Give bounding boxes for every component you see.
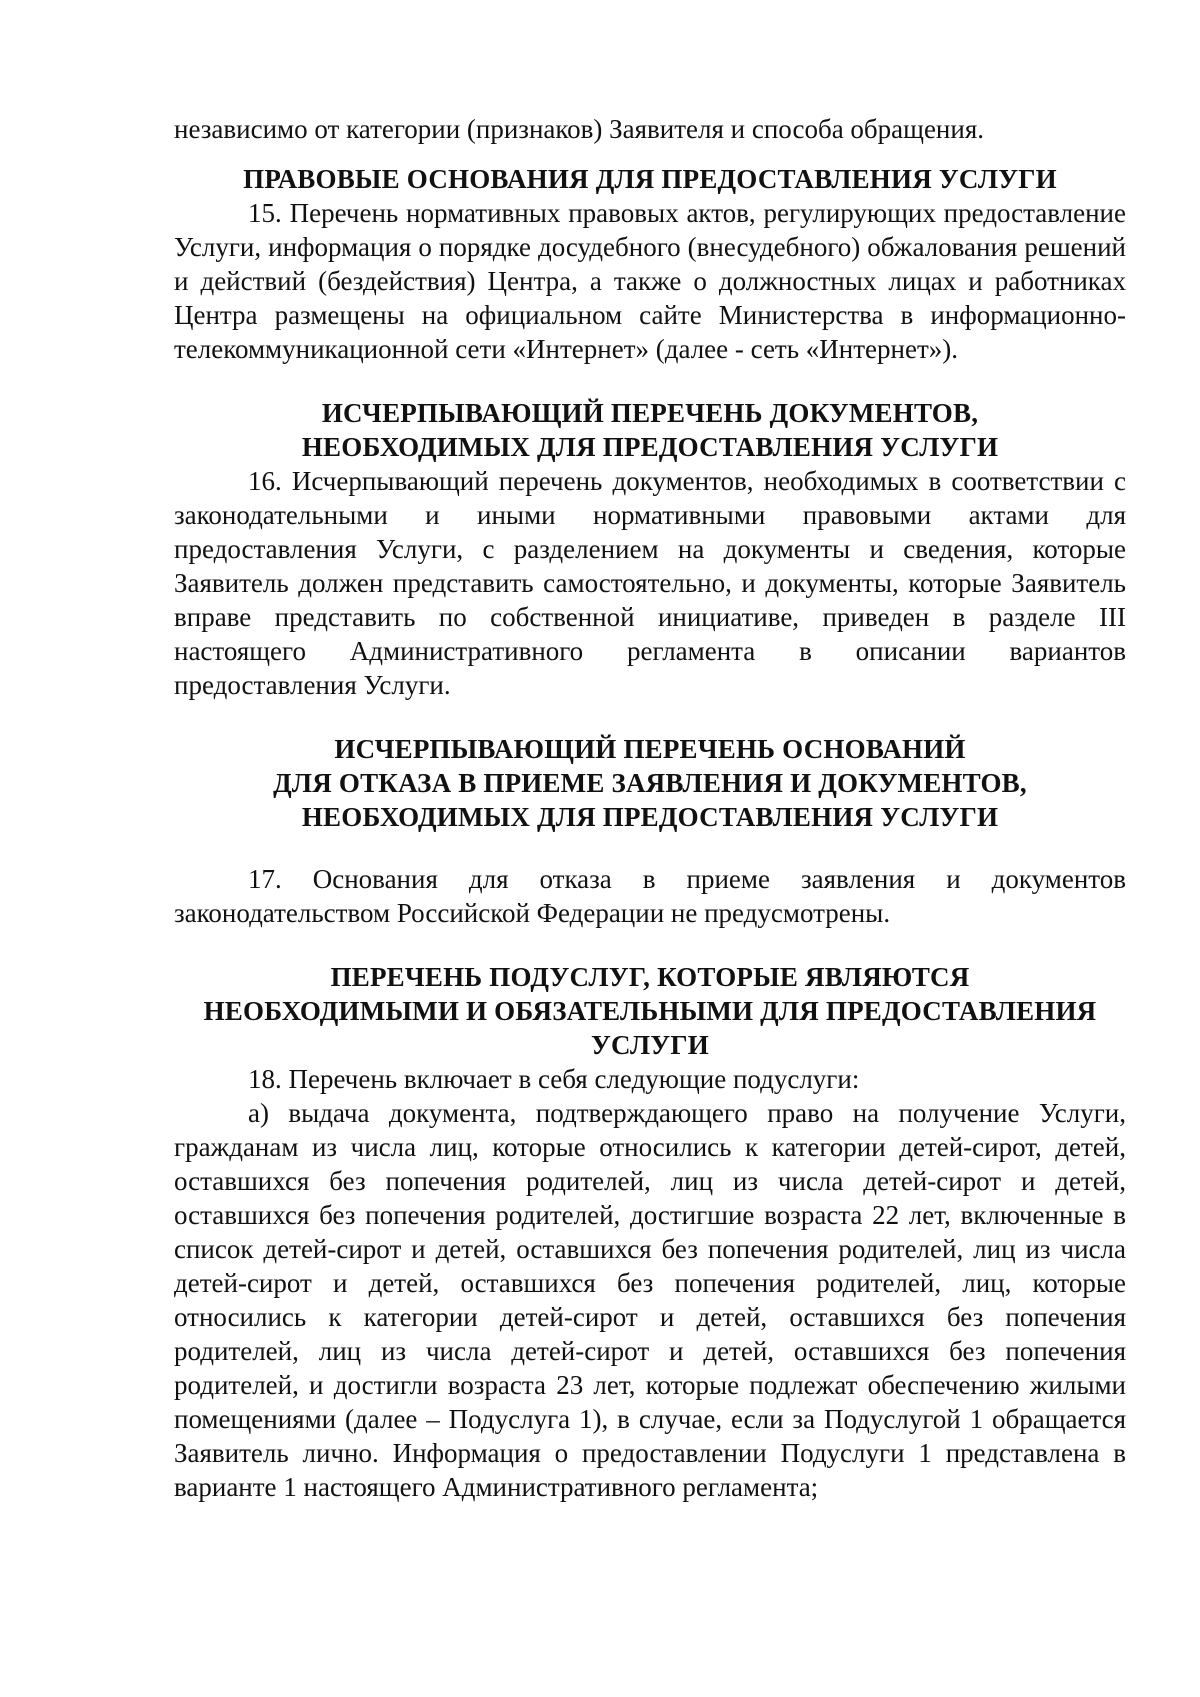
section-heading	[174, 396, 1126, 464]
heading-line: ИСЧЕРПЫВАЮЩИЙ ПЕРЕЧЕНЬ ОСНОВАНИЙ	[334, 734, 966, 764]
section-subservices	[174, 960, 1126, 1504]
section-legal-basis	[174, 162, 1126, 366]
heading-line: ИСЧЕРПЫВАЮЩИЙ ПЕРЕЧЕНЬ ДОКУМЕНТОВ,	[321, 398, 979, 428]
heading-line: ДЛЯ ОТКАЗА В ПРИЕМЕ ЗАЯВЛЕНИЯ И ДОКУМЕНТОВ,	[273, 768, 1027, 798]
heading-line: НЕОБХОДИМЫХ ДЛЯ ПРЕДОСТАВЛЕНИЯ УСЛУГИ	[301, 802, 999, 832]
section-heading	[174, 732, 1126, 834]
heading-line: НЕОБХОДИМЫХ ДЛЯ ПРЕДОСТАВЛЕНИЯ УСЛУГИ	[301, 432, 999, 462]
heading-line: УСЛУГИ	[591, 1030, 709, 1060]
section-heading	[174, 162, 1126, 196]
paragraph-18: 18. Перечень включает в себя следующие подуслуги:	[248, 1064, 860, 1094]
paragraph-17: 17. Основания для отказа в приеме заявления и документов законодательством Российской Федерации не предусмотрены.	[174, 864, 1126, 928]
document-page	[174, 112, 1126, 1504]
paragraph-18a: а) выдача документа, подтверждающего право на получение Услуги, гражданам из числа лиц, которые относились к категории детей-сирот, детей, оставшихся без попечения родителей, лиц из числа детей-сирот и детей, оставшихся без попечения родителей, достигшие возраста 22 лет, включенные в список детей-сирот и детей, оставшихся без попечения родителей, лиц из числа детей-сирот и детей, оставшихся без попечения родителей, лиц, которые относились к категории детей-сирот и детей, оставшихся без попечения родителей, лиц из числа детей-сирот и детей, оставшихся без попечения родителей, и достигли возраста 23 лет, которые подлежат обеспечению жилыми помещениями (далее – Подуслуга 1), в случае, если за Подуслугой 1 обращается Заявитель лично. Информация о предоставлении Подуслуги 1 представлена в варианте 1 настоящего Административного регламента;	[174, 1098, 1126, 1502]
heading-line: ПЕРЕЧЕНЬ ПОДУСЛУГ, КОТОРЫЕ ЯВЛЯЮТСЯ	[330, 962, 970, 992]
continuation-paragraph: независимо от категории (признаков) Заявителя и способа обращения.	[174, 114, 984, 144]
section-documents-list	[174, 396, 1126, 702]
section-refusal-grounds	[174, 732, 1126, 930]
paragraph-15: 15. Перечень нормативных правовых актов, регулирующих предоставление Услуги, информация о порядке досудебного (внесудебного) обжалования решений и действий (бездействия) Центра, а также о должностных лицах и работниках Центра размещены на официальном сайте Министерства в информационно-телекоммуникационной сети «Интернет» (далее - сеть «Интернет»).	[174, 198, 1126, 364]
heading-line: ПРАВОВЫЕ ОСНОВАНИЯ ДЛЯ ПРЕДОСТАВЛЕНИЯ УСЛУГИ	[243, 164, 1057, 194]
section-heading	[174, 960, 1126, 1062]
heading-line: НЕОБХОДИМЫМИ И ОБЯЗАТЕЛЬНЫМИ ДЛЯ ПРЕДОСТАВЛЕНИЯ	[203, 996, 1097, 1026]
paragraph-16: 16. Исчерпывающий перечень документов, необходимых в соответствии с законодательными и иными нормативными правовыми актами для предоставления Услуги, с разделением на документы и сведения, которые Заявитель должен представить самостоятельно, и документы, которые Заявитель вправе представить по собственной инициативе, приведен в разделе III настоящего Административного регламента в описании вариантов предоставления Услуги.	[174, 466, 1126, 700]
